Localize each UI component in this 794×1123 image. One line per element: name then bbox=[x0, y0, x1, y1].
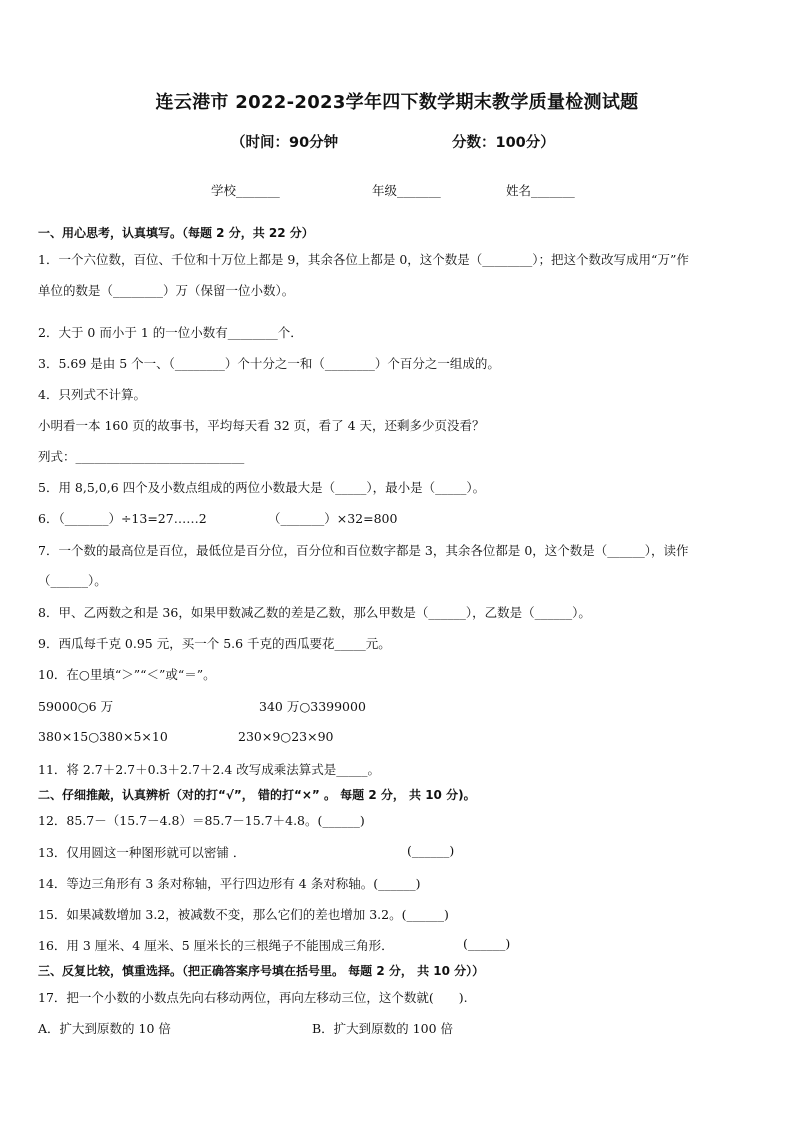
page-title: 连云港市 2022-2023学年四下数学期末教学质量检测试题 bbox=[155, 92, 639, 113]
question-13-blank: (______) bbox=[407, 843, 455, 858]
section-heading-1: 一、用心思考，认真填写。（每题 2 分，共 22 分） bbox=[38, 226, 314, 240]
question-10-item-b: 340 万○3399000 bbox=[259, 699, 366, 714]
section-heading-2: 二、仔细推敲，认真辨析（对的打“√”， 错的打“×” 。 每题 2 分， 共 10 分)。 bbox=[38, 788, 476, 802]
question-4: 4．只列式不计算。 bbox=[38, 387, 146, 402]
question-7-line-1: 7．一个数的最高位是百位，最低位是百分位，百分位和百位数字都是 3，其余各位都是 0，这个数是（______），读作 bbox=[38, 543, 689, 558]
name-field: 姓名_______ bbox=[506, 183, 575, 198]
question-4-formula: 列式：___________________________ bbox=[38, 449, 245, 464]
question-17: 17．把一个小数的小数点先向右移动两位，再向左移动三位，这个数就( ). bbox=[38, 990, 468, 1005]
question-9: 9．西瓜每千克 0.95 元，买一个 5.6 千克的西瓜要花_____元。 bbox=[38, 636, 391, 651]
question-10-item-c: 380×15○380×5×10 bbox=[38, 729, 168, 744]
question-17-option-b: B．扩大到原数的 100 倍 bbox=[312, 1021, 453, 1036]
question-7-line-2: （______）。 bbox=[38, 573, 107, 588]
grade-field: 年级_______ bbox=[372, 183, 441, 198]
time-label: （时间：90分钟 bbox=[231, 135, 339, 151]
question-17-option-a: A．扩大到原数的 10 倍 bbox=[38, 1021, 171, 1036]
question-10: 10．在○里填“＞”“＜”或“＝”。 bbox=[38, 667, 216, 682]
question-6-b: （_______）×32=800 bbox=[268, 511, 398, 526]
question-10-item-a: 59000○6 万 bbox=[38, 699, 114, 714]
question-11: 11．将 2.7＋2.7＋0.3＋2.7＋2.4 改写成乘法算式是_____。 bbox=[38, 762, 380, 777]
question-5: 5．用 8,5,0,6 四个及小数点组成的两位小数最大是（_____），最小是（_____）。 bbox=[38, 480, 486, 495]
question-4-text: 小明看一本 160 页的故事书，平均每天看 32 页，看了 4 天，还剩多少页没看？ bbox=[38, 418, 485, 433]
school-field: 学校_______ bbox=[211, 183, 280, 198]
question-6-a: 6．（_______）÷13=27……2 bbox=[38, 511, 207, 526]
question-16: 16．用 3 厘米、4 厘米、5 厘米长的三根绳子不能围成三角形． bbox=[38, 938, 394, 953]
question-1-line-2: 单位的数是（________）万（保留一位小数）。 bbox=[38, 283, 295, 298]
question-14: 14．等边三角形有 3 条对称轴，平行四边形有 4 条对称轴。(______) bbox=[38, 876, 421, 891]
question-8: 8．甲、乙两数之和是 36，如果甲数减乙数的差是乙数，那么甲数是（______），乙数是（______）。 bbox=[38, 605, 591, 620]
question-10-item-d: 230×9○23×90 bbox=[238, 729, 334, 744]
question-15: 15．如果减数增加 3.2，被减数不变，那么它们的差也增加 3.2。(______) bbox=[38, 907, 449, 922]
question-1-line-1: 1．一个六位数，百位、千位和十万位上都是 9，其余各位上都是 0，这个数是（________）；把这个数改写成用“万”作 bbox=[38, 252, 689, 267]
question-2: 2．大于 0 而小于 1 的一位小数有________个． bbox=[38, 325, 303, 340]
question-16-blank: (______) bbox=[463, 936, 511, 951]
question-12: 12．85.7－（15.7－4.8）＝85.7－15.7＋4.8。(______) bbox=[38, 813, 365, 828]
question-13: 13．仅用圆这一种图形就可以密铺 ． bbox=[38, 845, 246, 860]
section-heading-3: 三、反复比较，慎重选择。（把正确答案序号填在括号里。 每题 2 分， 共 10 分）） bbox=[38, 964, 485, 978]
question-3: 3．5.69 是由 5 个一、（________）个十分之一和（________）个百分之一组成的。 bbox=[38, 356, 500, 371]
score-label: 分数：100分） bbox=[452, 135, 555, 151]
